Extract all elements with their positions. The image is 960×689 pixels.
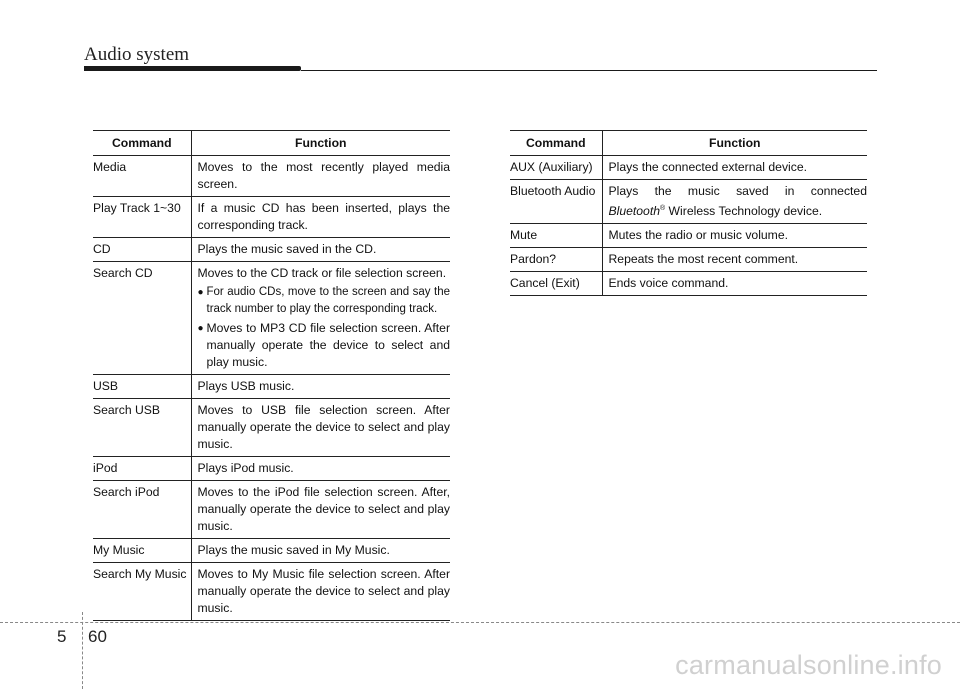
- command-cell: iPod: [93, 457, 191, 481]
- bullet-dot-icon: ●: [197, 323, 204, 334]
- column-header-command: Command: [510, 131, 602, 156]
- function-text: Moves to the CD track or file selection screen.: [197, 266, 447, 280]
- table-row: [510, 224, 867, 248]
- function-cell: [191, 262, 450, 375]
- bullet-text: Moves to MP3 CD file selection screen. After manually operate the device to select and play music.: [206, 321, 450, 369]
- footer-dashed-divider: [82, 612, 83, 689]
- command-cell: Pardon?: [510, 248, 602, 272]
- column-header-function: Function: [602, 131, 867, 156]
- table-row: [93, 539, 450, 563]
- function-cell: Ends voice command.: [602, 272, 867, 296]
- table-header-row: [510, 131, 867, 156]
- function-text-suffix: Wireless Technology device.: [665, 204, 823, 219]
- command-cell: USB: [93, 375, 191, 399]
- function-cell: Moves to My Music file selection screen. After manually operate the device to select and play music.: [191, 563, 450, 621]
- table-row: [93, 238, 450, 262]
- voice-command-table-right: [510, 130, 867, 296]
- table-row: [93, 156, 450, 197]
- page-section-title: Audio system: [84, 44, 190, 65]
- command-cell: Cancel (Exit): [510, 272, 602, 296]
- function-cell: [602, 180, 867, 224]
- chapter-number: 5: [57, 627, 67, 646]
- function-cell: Plays the connected external device.: [602, 156, 867, 180]
- table-row: [93, 262, 450, 375]
- bluetooth-brand-text: Bluetooth: [608, 204, 660, 219]
- command-cell: CD: [93, 238, 191, 262]
- command-cell: Search My Music: [93, 563, 191, 621]
- voice-command-table-left: [93, 130, 450, 621]
- command-cell: Search iPod: [93, 481, 191, 539]
- table-row: [510, 156, 867, 180]
- function-cell: Plays USB music.: [191, 375, 450, 399]
- function-text-continued: [609, 200, 868, 220]
- command-cell: Search CD: [93, 262, 191, 375]
- command-cell: My Music: [93, 539, 191, 563]
- footer-dashed-line: [0, 622, 960, 623]
- table-row: [93, 197, 450, 238]
- table-row: [510, 272, 867, 296]
- table-row: [93, 563, 450, 621]
- header-rule-thin: [301, 70, 877, 71]
- table-row: [93, 457, 450, 481]
- table-row: [510, 180, 867, 224]
- function-cell: Moves to the iPod file selection screen. After, manually operate the device to select and play music.: [191, 481, 450, 539]
- column-header-function: Function: [191, 131, 450, 156]
- registered-mark: ®: [660, 205, 666, 212]
- bullet-item: [198, 320, 451, 371]
- table-row: [93, 481, 450, 539]
- command-cell: Search USB: [93, 399, 191, 457]
- function-cell: Repeats the most recent comment.: [602, 248, 867, 272]
- command-cell: Mute: [510, 224, 602, 248]
- function-cell: Plays the music saved in the CD.: [191, 238, 450, 262]
- function-text: Plays the music saved in connected: [608, 184, 867, 198]
- column-header-command: Command: [93, 131, 191, 156]
- page-number: 60: [88, 627, 107, 646]
- function-cell: Mutes the radio or music volume.: [602, 224, 867, 248]
- function-cell: Moves to USB file selection screen. After manually operate the device to select and play music.: [191, 399, 450, 457]
- table-row: [93, 399, 450, 457]
- command-cell: Play Track 1~30: [93, 197, 191, 238]
- watermark-text: carmanualsonline.info: [675, 650, 942, 680]
- function-cell: Plays iPod music.: [191, 457, 450, 481]
- table-row: [93, 375, 450, 399]
- function-cell: Moves to the most recently played media screen.: [191, 156, 450, 197]
- bullet-dot-icon: ●: [197, 287, 204, 298]
- command-cell: AUX (Auxiliary): [510, 156, 602, 180]
- table-header-row: [93, 131, 450, 156]
- table-row: [510, 248, 867, 272]
- command-cell: Bluetooth Audio: [510, 180, 602, 224]
- command-cell: Media: [93, 156, 191, 197]
- function-cell: If a music CD has been inserted, plays the corresponding track.: [191, 197, 450, 238]
- function-cell: Plays the music saved in My Music.: [191, 539, 450, 563]
- bullet-item: [198, 284, 451, 318]
- bullet-text: For audio CDs, move to the screen and say the track number to play the corresponding track.: [206, 286, 450, 315]
- header-rule-thick: [84, 66, 301, 71]
